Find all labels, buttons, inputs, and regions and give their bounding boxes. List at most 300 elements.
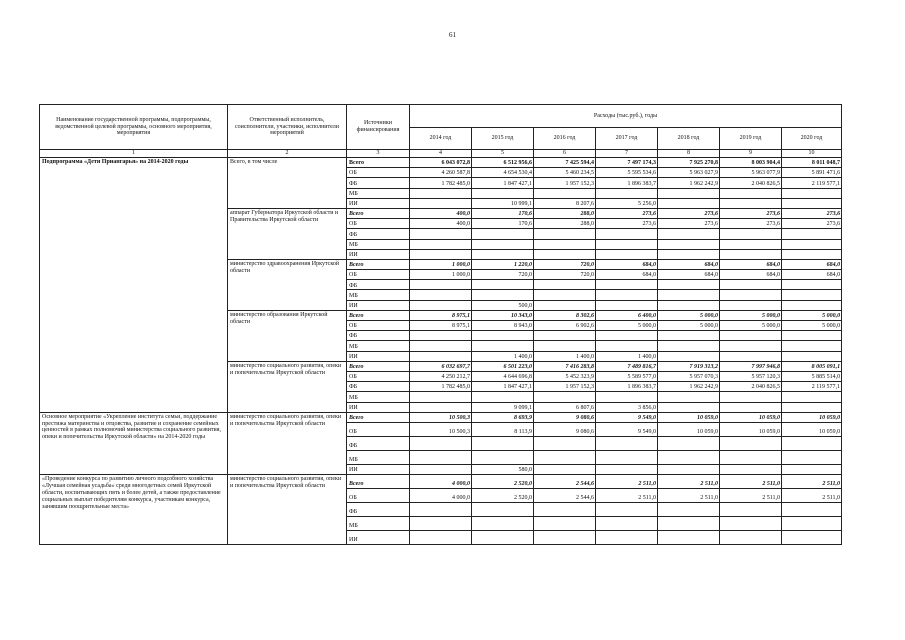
amount-cell: [720, 239, 782, 249]
amount-cell: [658, 464, 720, 474]
budget-table: [39, 104, 842, 545]
amount-cell: 8 207,6: [534, 198, 596, 208]
amount-cell: [596, 280, 658, 290]
amount-cell: [410, 300, 472, 310]
amount-cell: [782, 341, 842, 351]
amount-cell: [534, 392, 596, 402]
amount-cell: [410, 229, 472, 239]
funding-source-cell: МБ: [347, 341, 410, 351]
amount-cell: [596, 503, 658, 517]
funding-source-cell: МБ: [347, 290, 410, 300]
amount-cell: [658, 249, 720, 259]
amount-cell: 6 902,6: [534, 321, 596, 331]
amount-cell: 288,0: [534, 219, 596, 229]
amount-cell: [720, 188, 782, 198]
amount-cell: 684,0: [658, 259, 720, 269]
amount-cell: [782, 331, 842, 341]
amount-cell: [782, 402, 842, 412]
amount-cell: 5 957 070,3: [658, 371, 720, 381]
amount-cell: [658, 198, 720, 208]
header-year: 2015 год: [472, 128, 534, 150]
executor-cell: министерство образования Иркутской области: [228, 310, 347, 361]
amount-cell: 1 847 427,1: [472, 178, 534, 188]
amount-cell: [534, 331, 596, 341]
amount-cell: 2 119 577,1: [782, 178, 842, 188]
amount-cell: [472, 188, 534, 198]
amount-cell: 8 011 048,7: [782, 158, 842, 168]
amount-cell: [782, 280, 842, 290]
amount-cell: [596, 450, 658, 464]
amount-cell: 5 256,0: [596, 198, 658, 208]
amount-cell: [534, 503, 596, 517]
amount-cell: 7 497 174,3: [596, 158, 658, 168]
amount-cell: [534, 531, 596, 545]
amount-cell: [472, 280, 534, 290]
amount-cell: [596, 341, 658, 351]
amount-cell: 5 460 234,5: [534, 168, 596, 178]
column-number: 7: [596, 150, 658, 158]
amount-cell: 9 549,0: [596, 422, 658, 436]
amount-cell: 10 059,0: [720, 422, 782, 436]
amount-cell: 4 644 696,8: [472, 371, 534, 381]
amount-cell: [658, 229, 720, 239]
amount-cell: [596, 436, 658, 450]
funding-source-cell: ФБ: [347, 382, 410, 392]
amount-cell: 5 000,0: [658, 310, 720, 320]
amount-cell: [410, 351, 472, 361]
amount-cell: [472, 331, 534, 341]
amount-cell: 2 511,0: [782, 475, 842, 489]
funding-source-cell: Всего: [347, 259, 410, 269]
funding-source-cell: ОБ: [347, 168, 410, 178]
amount-cell: 3 856,0: [596, 402, 658, 412]
column-number: 4: [410, 150, 472, 158]
amount-cell: 2 511,0: [720, 489, 782, 503]
amount-cell: [472, 531, 534, 545]
amount-cell: 6 043 072,8: [410, 158, 472, 168]
program-name-cell: Подпрограмма «Дети Приангарья» на 2014-2020 годы: [40, 158, 228, 413]
funding-source-cell: ИИ: [347, 351, 410, 361]
amount-cell: [472, 450, 534, 464]
funding-source-cell: МБ: [347, 517, 410, 531]
funding-source-cell: МБ: [347, 450, 410, 464]
funding-source-cell: ФБ: [347, 503, 410, 517]
amount-cell: [720, 290, 782, 300]
amount-cell: 9 549,0: [596, 412, 658, 422]
amount-cell: [720, 517, 782, 531]
amount-cell: 2 520,0: [472, 489, 534, 503]
amount-cell: [472, 436, 534, 450]
amount-cell: [596, 331, 658, 341]
amount-cell: [410, 290, 472, 300]
column-number: 9: [720, 150, 782, 158]
amount-cell: [410, 341, 472, 351]
amount-cell: 684,0: [782, 270, 842, 280]
amount-cell: 170,6: [472, 208, 534, 218]
funding-source-cell: ОБ: [347, 371, 410, 381]
amount-cell: 8 975,1: [410, 310, 472, 320]
amount-cell: 684,0: [596, 259, 658, 269]
amount-cell: [658, 188, 720, 198]
amount-cell: [782, 239, 842, 249]
funding-source-cell: Всего: [347, 208, 410, 218]
amount-cell: 684,0: [596, 270, 658, 280]
amount-cell: [596, 392, 658, 402]
amount-cell: 10 500,3: [410, 412, 472, 422]
funding-source-cell: МБ: [347, 188, 410, 198]
amount-cell: [410, 517, 472, 531]
amount-cell: 5 963 027,9: [658, 168, 720, 178]
amount-cell: 7 925 270,8: [658, 158, 720, 168]
header-program-name: Наименование государственной программы, подпрограммы, ведомственной целевой программы, основного мероприятия, мероприятия: [40, 105, 228, 150]
amount-cell: 4 000,0: [410, 489, 472, 503]
amount-cell: 684,0: [782, 259, 842, 269]
amount-cell: 2 511,0: [720, 475, 782, 489]
column-number: 8: [658, 150, 720, 158]
executor-cell: министерство социального развития, опеки и попечительства Иркутской области: [228, 475, 347, 545]
amount-cell: [658, 436, 720, 450]
funding-source-cell: ОБ: [347, 270, 410, 280]
amount-cell: 1 962 242,9: [658, 178, 720, 188]
table-body: [40, 158, 842, 545]
amount-cell: [472, 249, 534, 259]
amount-cell: 8 943,0: [472, 321, 534, 331]
amount-cell: [596, 300, 658, 310]
amount-cell: 2 511,0: [658, 475, 720, 489]
table-row: [40, 475, 842, 489]
header-year: 2016 год: [534, 128, 596, 150]
amount-cell: 6 400,0: [596, 310, 658, 320]
amount-cell: 8 302,6: [534, 310, 596, 320]
amount-cell: [410, 239, 472, 249]
amount-cell: [720, 402, 782, 412]
amount-cell: 10 059,0: [658, 412, 720, 422]
amount-cell: [534, 249, 596, 259]
amount-cell: 2 520,0: [472, 475, 534, 489]
amount-cell: 6 032 697,7: [410, 361, 472, 371]
amount-cell: 1 957 152,3: [534, 382, 596, 392]
amount-cell: 5 000,0: [782, 310, 842, 320]
amount-cell: [596, 531, 658, 545]
amount-cell: [658, 531, 720, 545]
amount-cell: [658, 341, 720, 351]
amount-cell: [410, 450, 472, 464]
amount-cell: [534, 229, 596, 239]
amount-cell: [410, 503, 472, 517]
amount-cell: 720,0: [472, 270, 534, 280]
amount-cell: 8 113,9: [472, 422, 534, 436]
amount-cell: 2 511,0: [658, 489, 720, 503]
amount-cell: [410, 280, 472, 290]
amount-cell: 10 500,3: [410, 422, 472, 436]
amount-cell: [720, 392, 782, 402]
amount-cell: 10 999,1: [472, 198, 534, 208]
amount-cell: 10 343,0: [472, 310, 534, 320]
program-name-cell: Основное мероприятие «Укрепление института семьи, поддержание престижа материнства и отцовства, развитие и сохранение семейных ценностей в рамках полномочий министерства социального развития, опеки и попечительства Иркутской области» на 2014-2020 годы: [40, 412, 228, 474]
amount-cell: [534, 464, 596, 474]
amount-cell: [658, 300, 720, 310]
amount-cell: 8 005 091,1: [782, 361, 842, 371]
amount-cell: [534, 341, 596, 351]
amount-cell: 4 654 530,4: [472, 168, 534, 178]
amount-cell: [782, 503, 842, 517]
header-expenses: Расходы (тыс.руб.), годы: [410, 105, 842, 128]
amount-cell: 5 452 323,9: [534, 371, 596, 381]
amount-cell: 1 400,0: [534, 351, 596, 361]
amount-cell: [410, 531, 472, 545]
amount-cell: 5 000,0: [720, 310, 782, 320]
amount-cell: 273,6: [782, 208, 842, 218]
amount-cell: 2 040 826,5: [720, 382, 782, 392]
amount-cell: 5 885 514,0: [782, 371, 842, 381]
amount-cell: 1 847 427,1: [472, 382, 534, 392]
amount-cell: [658, 503, 720, 517]
amount-cell: [782, 249, 842, 259]
amount-cell: 400,0: [410, 208, 472, 218]
amount-cell: 720,0: [534, 270, 596, 280]
amount-cell: [720, 331, 782, 341]
amount-cell: [410, 402, 472, 412]
amount-cell: 5 957 120,3: [720, 371, 782, 381]
amount-cell: 2 511,0: [596, 475, 658, 489]
funding-source-cell: МБ: [347, 392, 410, 402]
amount-cell: [410, 464, 472, 474]
page-number: 61: [449, 31, 456, 39]
column-number: 2: [228, 150, 347, 158]
amount-cell: 1 000,0: [410, 270, 472, 280]
amount-cell: 273,6: [720, 208, 782, 218]
executor-cell: Всего, в том числе: [228, 158, 347, 209]
funding-source-cell: ОБ: [347, 422, 410, 436]
amount-cell: 1 782 485,0: [410, 382, 472, 392]
amount-cell: 1 962 242,9: [658, 382, 720, 392]
amount-cell: [658, 402, 720, 412]
amount-cell: 273,6: [596, 208, 658, 218]
amount-cell: 7 919 313,2: [658, 361, 720, 371]
amount-cell: 7 425 594,4: [534, 158, 596, 168]
funding-source-cell: Всего: [347, 475, 410, 489]
amount-cell: 2 040 826,5: [720, 178, 782, 188]
amount-cell: [720, 198, 782, 208]
amount-cell: [410, 249, 472, 259]
amount-cell: [534, 450, 596, 464]
amount-cell: 10 059,0: [782, 412, 842, 422]
amount-cell: [472, 239, 534, 249]
amount-cell: 8 975,1: [410, 321, 472, 331]
column-number: 10: [782, 150, 842, 158]
funding-source-cell: Всего: [347, 310, 410, 320]
amount-cell: [782, 517, 842, 531]
header-year: 2018 год: [658, 128, 720, 150]
amount-cell: 5 589 577,0: [596, 371, 658, 381]
amount-cell: [782, 290, 842, 300]
amount-cell: [596, 188, 658, 198]
amount-cell: [410, 392, 472, 402]
amount-cell: 400,0: [410, 219, 472, 229]
header-funding-source: Источники финансирования: [347, 105, 410, 150]
funding-source-cell: ОБ: [347, 321, 410, 331]
funding-source-cell: МБ: [347, 239, 410, 249]
amount-cell: 1 896 383,7: [596, 178, 658, 188]
amount-cell: 9 080,6: [534, 422, 596, 436]
column-number: 6: [534, 150, 596, 158]
amount-cell: [472, 341, 534, 351]
table-row: [40, 412, 842, 422]
amount-cell: 2 119 577,1: [782, 382, 842, 392]
amount-cell: 273,6: [596, 219, 658, 229]
amount-cell: 2 544,6: [534, 475, 596, 489]
amount-cell: [782, 436, 842, 450]
executor-cell: аппарат Губернатора Иркутской области и Правительства Иркутской области: [228, 208, 347, 259]
header-year: 2014 год: [410, 128, 472, 150]
amount-cell: [596, 290, 658, 300]
amount-cell: [720, 351, 782, 361]
amount-cell: 10 059,0: [720, 412, 782, 422]
amount-cell: [720, 436, 782, 450]
amount-cell: [658, 239, 720, 249]
column-number: 3: [347, 150, 410, 158]
amount-cell: [782, 351, 842, 361]
amount-cell: [658, 331, 720, 341]
funding-source-cell: ИИ: [347, 531, 410, 545]
funding-source-cell: ИИ: [347, 249, 410, 259]
amount-cell: 4 250 212,7: [410, 371, 472, 381]
amount-cell: 5 891 471,6: [782, 168, 842, 178]
amount-cell: 2 511,0: [782, 489, 842, 503]
amount-cell: 10 059,0: [782, 422, 842, 436]
funding-source-cell: ИИ: [347, 464, 410, 474]
amount-cell: [658, 392, 720, 402]
amount-cell: [472, 392, 534, 402]
funding-source-cell: ИИ: [347, 198, 410, 208]
amount-cell: 273,6: [782, 219, 842, 229]
amount-cell: [410, 436, 472, 450]
amount-cell: 2 511,0: [596, 489, 658, 503]
amount-cell: 6 512 956,6: [472, 158, 534, 168]
amount-cell: [658, 290, 720, 300]
amount-cell: [472, 503, 534, 517]
amount-cell: 273,6: [658, 208, 720, 218]
amount-cell: 273,6: [658, 219, 720, 229]
program-name-cell: «Проведение конкурса по развитию личного подсобного хозяйства «Лучшая семейная усадьба» среди многодетных семей Иркутской области, воспитывающих пять и более детей, а также предоставление социальных выплат победителям конкурса, участникам конкурса, занявшим поощрительные места»: [40, 475, 228, 545]
amount-cell: 5 000,0: [658, 321, 720, 331]
amount-cell: [720, 341, 782, 351]
amount-cell: 5 595 534,6: [596, 168, 658, 178]
amount-cell: [720, 229, 782, 239]
amount-cell: [410, 188, 472, 198]
amount-cell: [782, 229, 842, 239]
funding-source-cell: ОБ: [347, 489, 410, 503]
amount-cell: [782, 392, 842, 402]
amount-cell: [596, 229, 658, 239]
amount-cell: [720, 249, 782, 259]
amount-cell: 1 896 383,7: [596, 382, 658, 392]
amount-cell: [658, 450, 720, 464]
amount-cell: 7 489 816,7: [596, 361, 658, 371]
column-number: 5: [472, 150, 534, 158]
amount-cell: [782, 198, 842, 208]
amount-cell: [596, 464, 658, 474]
amount-cell: 7 416 283,8: [534, 361, 596, 371]
amount-cell: 5 000,0: [782, 321, 842, 331]
amount-cell: 5 000,0: [596, 321, 658, 331]
amount-cell: 5 000,0: [720, 321, 782, 331]
header-executor: Ответственный исполнитель, соисполнители, участники, исполнители мероприятий: [228, 105, 347, 150]
amount-cell: 2 544,6: [534, 489, 596, 503]
amount-cell: [658, 351, 720, 361]
header-year: 2019 год: [720, 128, 782, 150]
funding-source-cell: ФБ: [347, 229, 410, 239]
amount-cell: [410, 198, 472, 208]
amount-cell: [782, 464, 842, 474]
amount-cell: [720, 450, 782, 464]
amount-cell: [720, 464, 782, 474]
column-number: 1: [40, 150, 228, 158]
amount-cell: 1 220,0: [472, 259, 534, 269]
amount-cell: 580,0: [472, 464, 534, 474]
amount-cell: [782, 300, 842, 310]
funding-source-cell: Всего: [347, 412, 410, 422]
amount-cell: 5 963 077,9: [720, 168, 782, 178]
funding-source-cell: ФБ: [347, 178, 410, 188]
amount-cell: 684,0: [658, 270, 720, 280]
header-year: 2017 год: [596, 128, 658, 150]
amount-cell: 1 400,0: [596, 351, 658, 361]
funding-source-cell: ИИ: [347, 300, 410, 310]
amount-cell: [596, 517, 658, 531]
amount-cell: 8 003 904,4: [720, 158, 782, 168]
amount-cell: [782, 450, 842, 464]
funding-source-cell: Всего: [347, 158, 410, 168]
amount-cell: [410, 331, 472, 341]
amount-cell: [658, 280, 720, 290]
amount-cell: [534, 436, 596, 450]
amount-cell: [658, 517, 720, 531]
amount-cell: [534, 280, 596, 290]
table-row: [40, 158, 842, 168]
amount-cell: 273,6: [720, 219, 782, 229]
funding-source-cell: ОБ: [347, 219, 410, 229]
amount-cell: [534, 517, 596, 531]
amount-cell: [534, 300, 596, 310]
amount-cell: [596, 249, 658, 259]
amount-cell: 288,0: [534, 208, 596, 218]
amount-cell: 684,0: [720, 270, 782, 280]
amount-cell: [534, 290, 596, 300]
amount-cell: [596, 239, 658, 249]
amount-cell: 170,6: [472, 219, 534, 229]
amount-cell: 9 080,6: [534, 412, 596, 422]
amount-cell: 6 501 223,0: [472, 361, 534, 371]
amount-cell: 1 400,0: [472, 351, 534, 361]
funding-source-cell: ФБ: [347, 280, 410, 290]
amount-cell: [472, 517, 534, 531]
amount-cell: 1 000,0: [410, 259, 472, 269]
amount-cell: [720, 531, 782, 545]
amount-cell: [782, 531, 842, 545]
executor-cell: министерство здравоохранения Иркутской области: [228, 259, 347, 310]
amount-cell: 8 693,9: [472, 412, 534, 422]
amount-cell: [720, 503, 782, 517]
amount-cell: [720, 300, 782, 310]
amount-cell: [720, 280, 782, 290]
header-year: 2020 год: [782, 128, 842, 150]
amount-cell: 720,0: [534, 259, 596, 269]
executor-cell: министерство социального развития, опеки и попечительства Иркутской области: [228, 412, 347, 474]
amount-cell: [534, 239, 596, 249]
amount-cell: 4 000,0: [410, 475, 472, 489]
amount-cell: 9 099,1: [472, 402, 534, 412]
